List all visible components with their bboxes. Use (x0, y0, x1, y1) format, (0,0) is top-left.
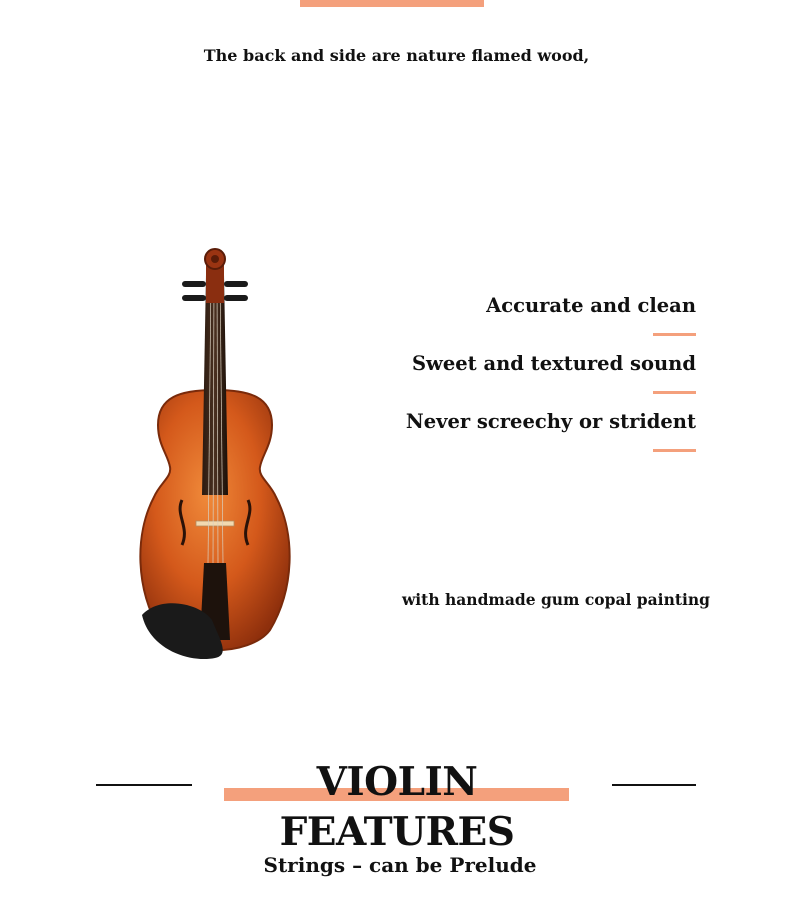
top-accent-bar (300, 0, 484, 7)
feature-item (366, 350, 696, 408)
feature-item (366, 408, 696, 466)
feature-accent-bar (653, 333, 696, 336)
painting-note: with handmade gum copal painting (401, 590, 710, 609)
feature-accent-bar (653, 449, 696, 452)
heading-rule-left (96, 784, 192, 786)
section-title: VIOLIN FEATURES (279, 759, 515, 855)
feature-item (366, 292, 696, 350)
feature-list (366, 292, 696, 466)
feature-text: Never screechy or strident (405, 410, 696, 433)
section-heading (96, 757, 696, 855)
violin-image (120, 245, 310, 665)
heading-rule-right (612, 784, 696, 786)
feature-text: Sweet and textured sound (411, 352, 696, 375)
feature-text: Accurate and clean (486, 294, 696, 317)
intro-text: The back and side are nature flamed wood, (203, 46, 590, 65)
feature-accent-bar (653, 391, 696, 394)
strings-note: Strings – can be Prelude (263, 853, 537, 877)
